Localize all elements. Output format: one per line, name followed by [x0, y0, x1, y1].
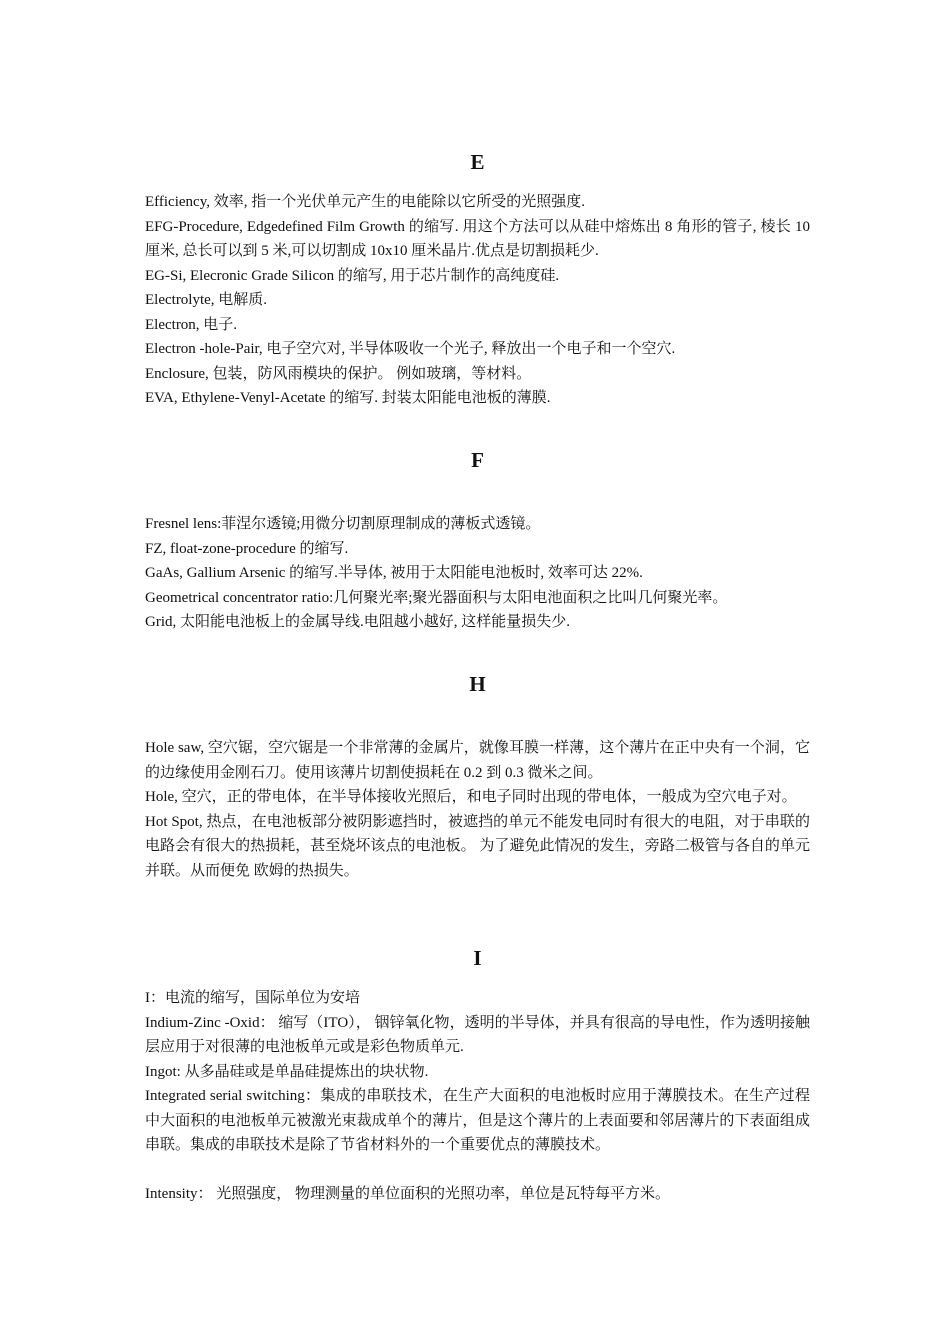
section-e	[145, 150, 810, 411]
glossary-entry-eva: EVA, Ethylene-Venyl-Acetate 的缩写. 封装太阳能电池板的薄膜.	[145, 390, 551, 406]
section-heading-h: H	[469, 672, 486, 696]
glossary-entry-fresnel-lens: Fresnel lens:菲涅尔透镜;用微分切割原理制成的薄板式透镜。	[145, 516, 541, 532]
glossary-entry-electrolyte: Electrolyte, 电解质.	[145, 292, 268, 308]
paragraph-spacer	[145, 1158, 810, 1183]
glossary-entry-intensity: Intensity： 光照强度， 物理测量的单位面积的光照功率，单位是瓦特每平方米。	[145, 1186, 670, 1202]
glossary-entry-enclosure: Enclosure, 包装，防风雨模块的保护。 例如玻璃，等材料。	[145, 365, 532, 382]
glossary-entry-hot-spot: Hot Spot, 热点，在电池板部分被阴影遮挡时，被遮挡的单元不能发电同时有很大的电阻，对于串联的电路会有很大的热损耗，甚至烧坏该点的电池板。 为了避免此情况的发生，旁路二极管与各自的单元并联。从而便免 欧姆的热损失。	[145, 813, 810, 879]
glossary-entry-hole-saw: Hole saw, 空穴锯，空穴锯是一个非常薄的金属片，就像耳膜一样薄，这个薄片在正中央有一个洞，它的边缘使用金刚石刀。使用该薄片切割使损耗在 0.2 到 0.3 微米之间。	[145, 740, 810, 781]
section-i	[145, 946, 810, 1207]
glossary-entry-ingot: Ingot: 从多晶硅或是单晶硅提炼出的块状物.	[145, 1063, 429, 1080]
glossary-entry-efficiency: Efficiency, 效率, 指一个光伏单元产生的电能除以它所受的光照强度.	[145, 194, 585, 210]
glossary-entry-grid: Grid, 太阳能电池板上的金属导线.电阻越小越好, 这样能量损失少.	[145, 614, 570, 630]
glossary-entry-i: I：电流的缩写，国际单位为安培	[145, 990, 360, 1006]
glossary-entry-fz: FZ, float-zone-procedure 的缩写.	[145, 540, 349, 557]
glossary-entry-electron-hole-pair: Electron -hole-Pair, 电子空穴对, 半导体吸收一个光子, 释放出一个电子和一个空穴.	[145, 341, 676, 357]
glossary-entry-geometrical-concentrator-ratio: Geometrical concentrator ratio:几何聚光率;聚光器面积与太阳电池面积之比叫几何聚光率。	[145, 589, 728, 606]
section-heading-i: I	[473, 946, 482, 970]
section-h	[145, 672, 810, 883]
glossary-entry-hole: Hole, 空穴，正的带电体，在半导体接收光照后，和电子同时出现的带电体，一般成为空穴电子对。	[145, 789, 797, 805]
glossary-entry-integrated-serial-switching: Integrated serial switching：集成的串联技术，在生产大面积的电池板时应用于薄膜技术。在生产过程中大面积的电池板单元被激光束裁成单个的薄片，但是这个薄片的上表面要和邻居薄片的下表面组成串联。集成的串联技术是除了节省材料外的一个重要优点的薄膜技术。	[145, 1088, 810, 1153]
section-f	[145, 448, 810, 635]
glossary-entry-eg-si: EG-Si, Elecronic Grade Silicon 的缩写, 用于芯片制作的高纯度硅.	[145, 267, 560, 284]
glossary-entry-efg-procedure: EFG-Procedure, Edgedefined Film Growth 的缩写. 用这个方法可以从硅中熔炼出 8 角形的管子, 棱长 10 厘米, 总长可以到 5 米,可以切割成 10x10 厘米晶片.优点是切割损耗少.	[145, 218, 810, 259]
glossary-entry-electron: Electron, 电子.	[145, 316, 238, 333]
glossary-entry-gaas: GaAs, Gallium Arsenic 的缩写.半导体, 被用于太阳能电池板时, 效率可达 22%.	[145, 565, 643, 581]
section-heading-e: E	[470, 150, 485, 174]
glossary-entry-indium-zinc-oxid: Indium-Zinc -Oxid： 缩写（ITO）， 铟锌氧化物，透明的半导体，并具有很高的导电性，作为透明接触层应用于对很薄的电池板单元或是彩色物质单元.	[145, 1014, 810, 1055]
section-heading-f: F	[471, 448, 484, 472]
